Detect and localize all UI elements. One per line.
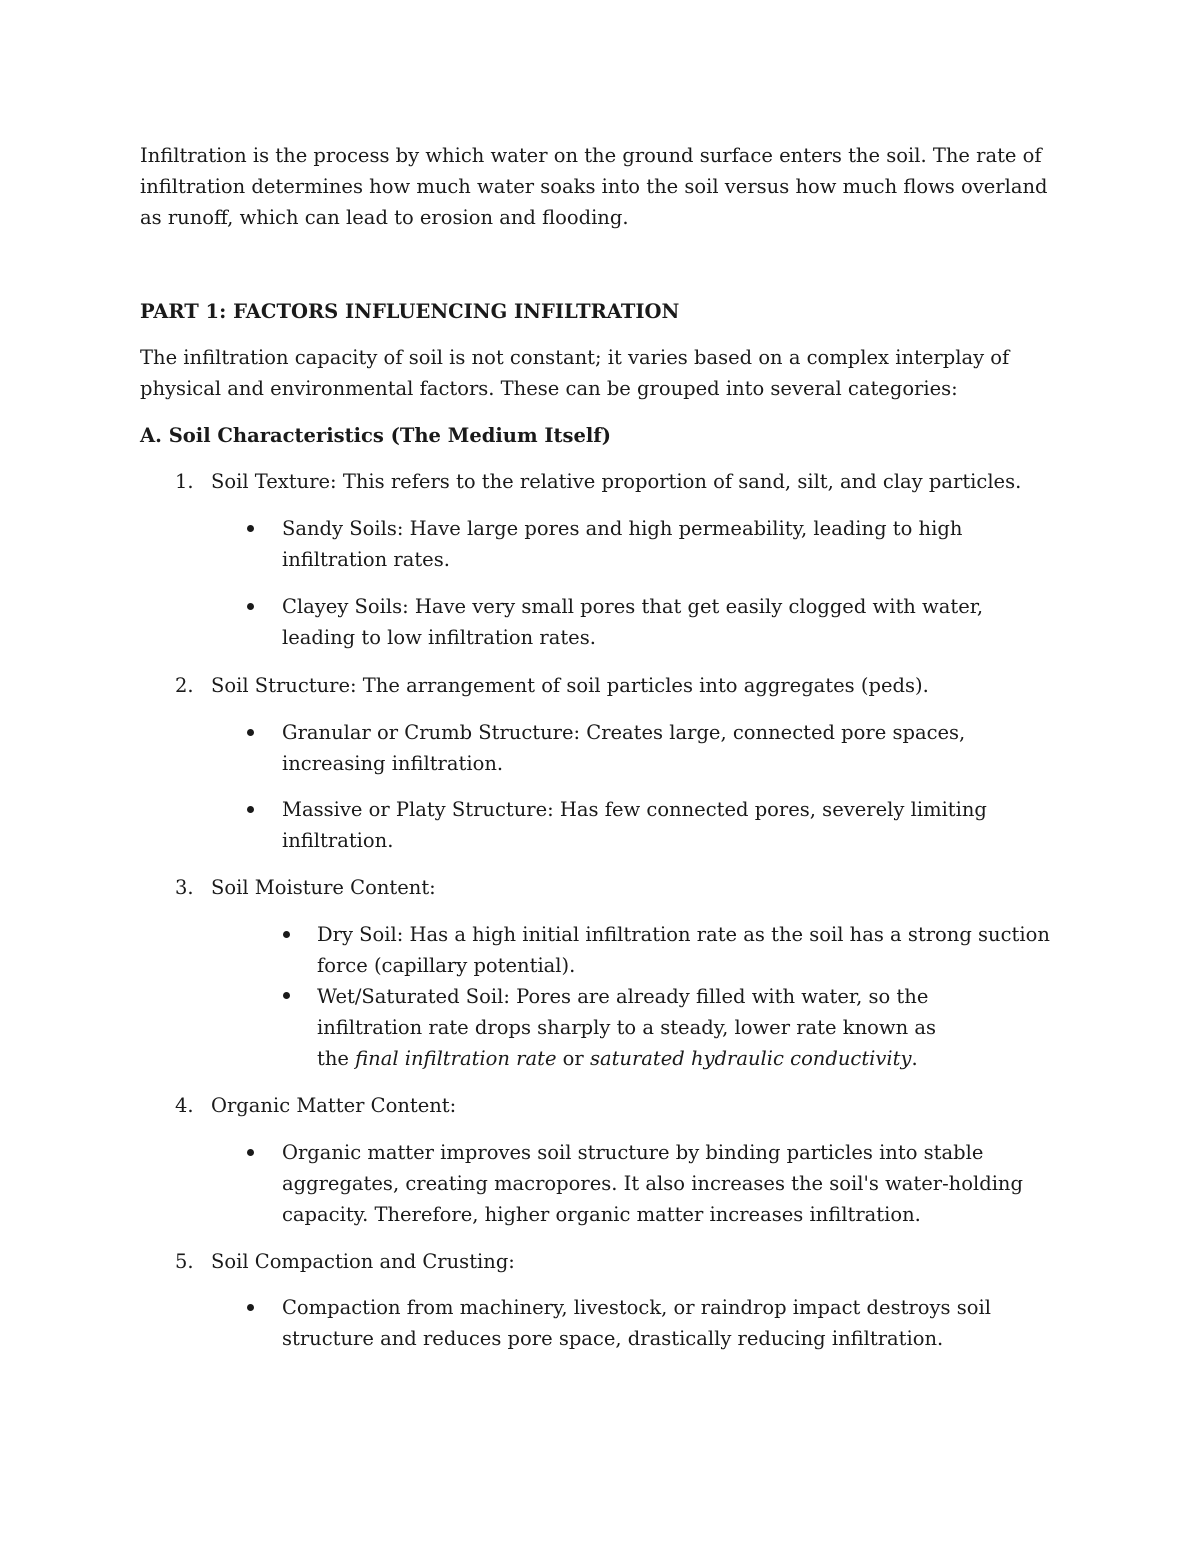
list-item-text: Soil Moisture Content:: [211, 876, 436, 899]
bullet-text: Dry Soil: Has a high initial infiltration rate as the soil has a strong suction force (capillary potential).: [317, 923, 1050, 977]
bullet-icon: [283, 992, 290, 999]
list-number: 3.: [175, 876, 194, 899]
part-intro-paragraph: The infiltration capacity of soil is not constant; it varies based on a complex interplay of physical and environmental factors. These can be grouped into several categories:: [140, 346, 1010, 400]
bullet-text: Wet/Saturated Soil: Pores are already filled with water, so the infiltration rate drops sharply to a steady, lower rate known as the final infiltration rate or saturated hydraulic conductivity.: [317, 985, 936, 1070]
bullet-icon: [247, 525, 254, 532]
list-item-text: Soil Structure: The arrangement of soil particles into aggregates (peds).: [211, 674, 929, 697]
part-heading: PART 1: FACTORS INFLUENCING INFILTRATION: [140, 300, 680, 323]
bullet-text: Compaction from machinery, livestock, or raindrop impact destroys soil structure and reduces pore space, drastically reducing infiltration.: [282, 1296, 991, 1350]
intro-paragraph: Infiltration is the process by which water on the ground surface enters the soil. The rate of infiltration determines how much water soaks into the soil versus how much flows overland as runoff, which can lead to erosion and flooding.: [140, 144, 1048, 229]
list-number: 5.: [175, 1250, 194, 1273]
bullet-icon: [283, 931, 290, 938]
list-item-text: Soil Texture: This refers to the relative proportion of sand, silt, and clay particles.: [211, 470, 1022, 493]
bullet-icon: [247, 806, 254, 813]
bullet-icon: [247, 729, 254, 736]
list-number: 4.: [175, 1094, 194, 1117]
bullet-text: Granular or Crumb Structure: Creates large, connected pore spaces, increasing infiltration.: [282, 721, 966, 775]
bullet-text: Massive or Platy Structure: Has few connected pores, severely limiting infiltration.: [282, 798, 987, 852]
bullet-text: Organic matter improves soil structure by binding particles into stable aggregates, creating macropores. It also increases the soil's water-holding capacity. Therefore, higher organic matter increases infiltration.: [282, 1141, 1023, 1226]
bullet-icon: [247, 1149, 254, 1156]
emphasis-term: final infiltration rate: [355, 1047, 557, 1070]
list-item-text: Soil Compaction and Crusting:: [211, 1250, 515, 1273]
section-heading: A. Soil Characteristics (The Medium Itself): [140, 424, 611, 447]
list-item-text: Organic Matter Content:: [211, 1094, 457, 1117]
bullet-text: Clayey Soils: Have very small pores that get easily clogged with water, leading to low infiltration rates.: [282, 595, 984, 649]
bullet-icon: [247, 603, 254, 610]
list-number: 1.: [175, 470, 194, 493]
bullet-icon: [247, 1304, 254, 1311]
bullet-text: Sandy Soils: Have large pores and high permeability, leading to high infiltration rates.: [282, 517, 963, 571]
emphasis-term: saturated hydraulic conductivity: [589, 1047, 912, 1070]
list-number: 2.: [175, 674, 194, 697]
